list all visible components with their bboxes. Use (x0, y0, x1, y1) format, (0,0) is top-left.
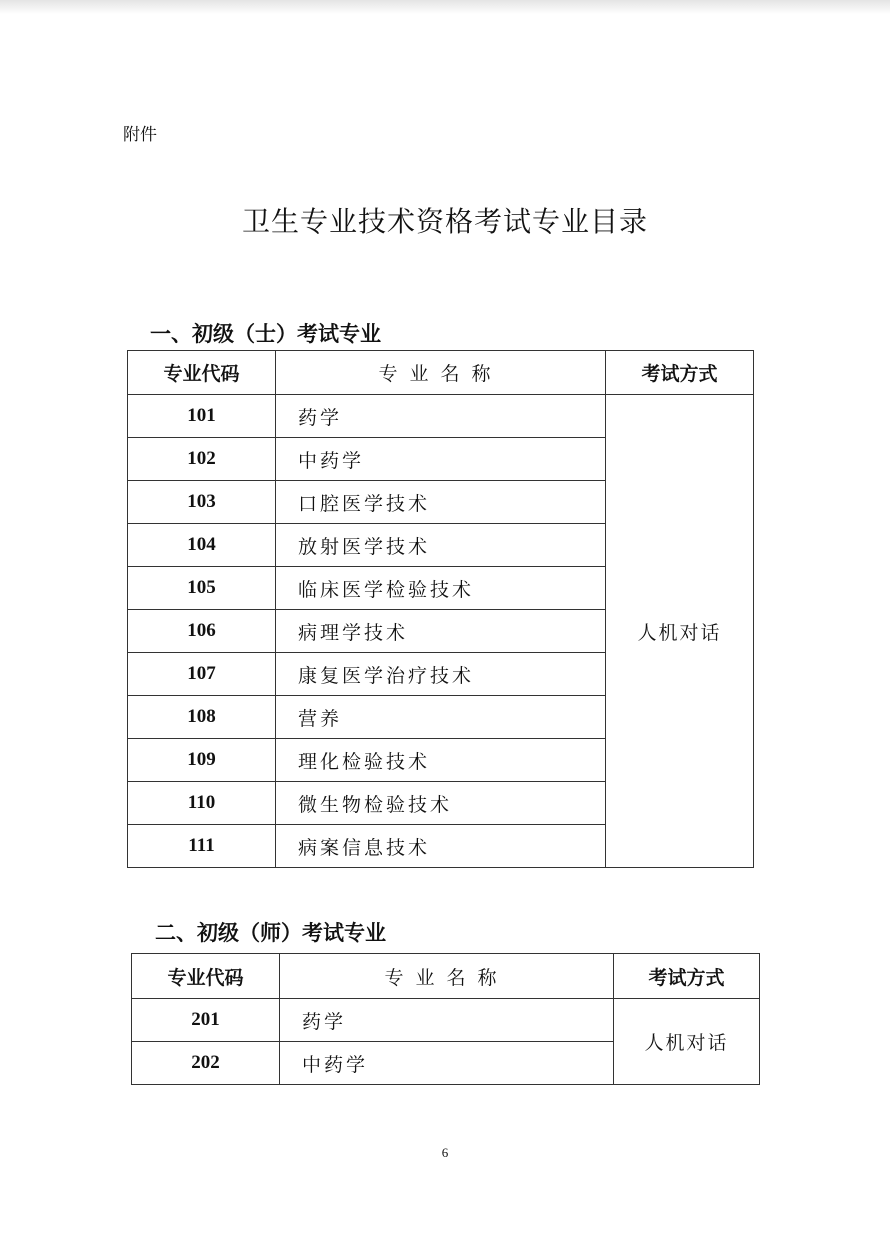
row-code: 201 (132, 999, 280, 1042)
row-name: 中药学 (280, 1042, 614, 1085)
header-name: 专业名称 (276, 351, 606, 395)
row-code: 101 (128, 395, 276, 438)
row-code: 111 (128, 825, 276, 868)
page-title: 卫生专业技术资格考试专业目录 (241, 205, 648, 238)
header-method: 考试方式 (614, 954, 760, 999)
row-name: 康复医学治疗技术 (276, 653, 606, 696)
header-code: 专业代码 (128, 351, 276, 395)
row-code: 108 (128, 696, 276, 739)
row-code: 202 (132, 1042, 280, 1085)
row-code: 107 (128, 653, 276, 696)
row-name: 放射医学技术 (276, 524, 606, 567)
row-code: 106 (128, 610, 276, 653)
row-name: 药学 (276, 395, 606, 438)
row-name: 理化检验技术 (276, 739, 606, 782)
row-name: 临床医学检验技术 (276, 567, 606, 610)
scan-edge (0, 0, 890, 14)
table-header-row (128, 351, 754, 395)
page-number: 6 (441, 1145, 449, 1160)
row-code: 110 (128, 782, 276, 825)
section-2-table (131, 953, 760, 1085)
table-row (132, 999, 760, 1042)
row-name: 中药学 (276, 438, 606, 481)
header-code: 专业代码 (132, 954, 280, 999)
section-1-table (127, 350, 754, 868)
row-code: 104 (128, 524, 276, 567)
row-name: 病案信息技术 (276, 825, 606, 868)
table-header-row (132, 954, 760, 999)
row-name: 营养 (276, 696, 606, 739)
row-code: 102 (128, 438, 276, 481)
row-name: 病理学技术 (276, 610, 606, 653)
attachment-label: 附件 (123, 125, 157, 145)
row-code: 103 (128, 481, 276, 524)
row-name: 口腔医学技术 (276, 481, 606, 524)
row-name: 药学 (280, 999, 614, 1042)
table-row (128, 395, 754, 438)
row-code: 105 (128, 567, 276, 610)
section-1-heading: 一、初级（士）考试专业 (150, 322, 381, 346)
section-2-heading: 二、初级（师）考试专业 (155, 921, 386, 945)
exam-method-cell: 人机对话 (614, 999, 760, 1085)
row-name: 微生物检验技术 (276, 782, 606, 825)
header-name: 专业名称 (280, 954, 614, 999)
exam-method-cell: 人机对话 (606, 395, 754, 868)
header-method: 考试方式 (606, 351, 754, 395)
row-code: 109 (128, 739, 276, 782)
